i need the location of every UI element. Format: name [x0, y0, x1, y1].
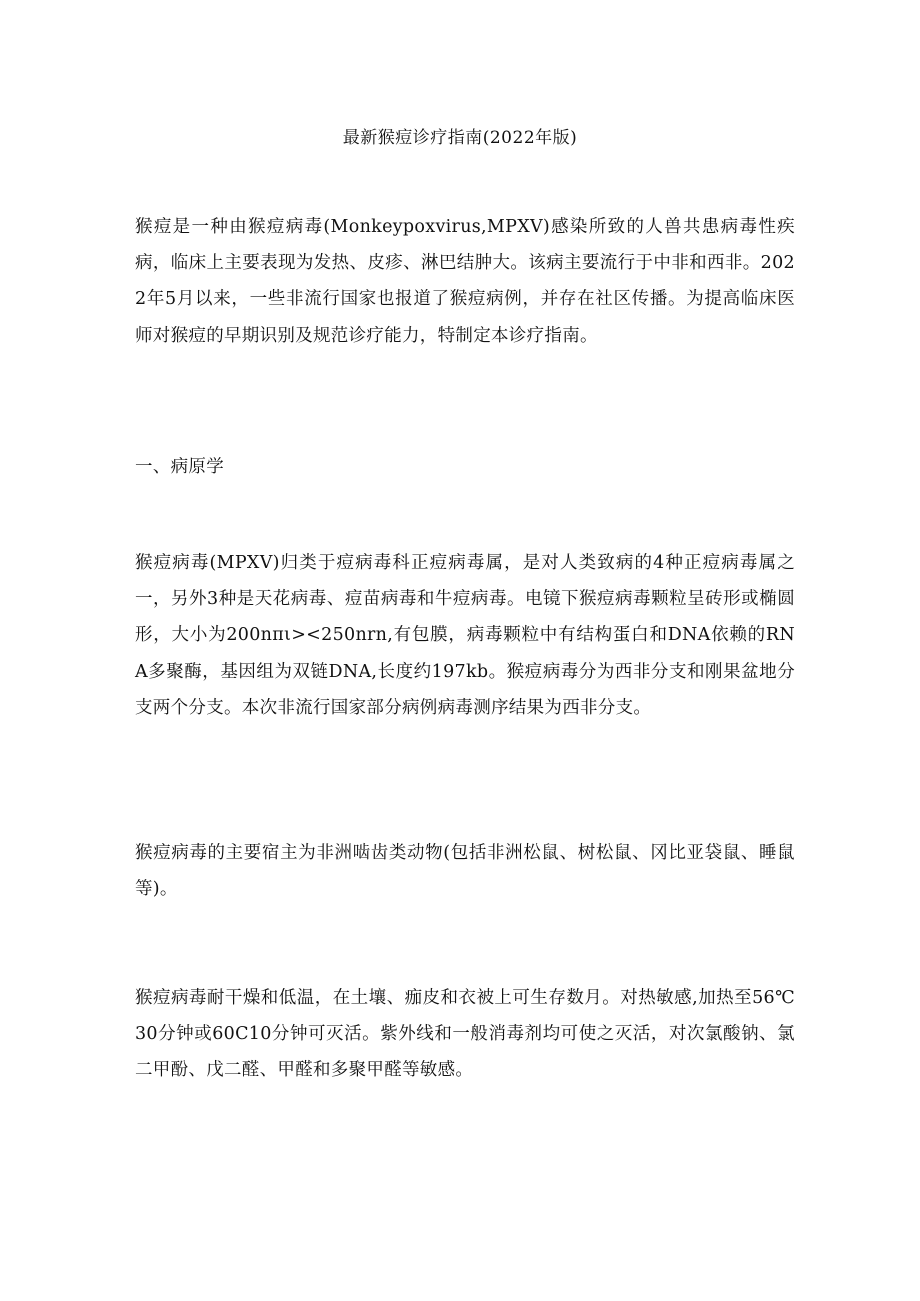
- paragraph-virus-host: 猴痘病毒的主要宿主为非洲啮齿类动物(包括非洲松鼠、树松鼠、冈比亚袋鼠、睡鼠等)。: [135, 843, 795, 900]
- document-title: 最新猴痘诊疗指南(2022年版): [342, 128, 578, 148]
- section-heading-pathogen: 一、病原学: [135, 457, 224, 477]
- paragraph-virus-classification: 猴痘病毒(MPXV)归类于痘病毒科正痘病毒属，是对人类致病的4种正痘病毒属之一，另外3种是天花病毒、痘苗病毒和牛痘病毒。电镜下猴痘病毒颗粒呈砖形或椭圆形，大小为200nπι><250nrn,有包膜，病毒颗粒中有结构蛋白和DNA依赖的RNA多聚酶，基因组为双链DNA,长度约197kb。猴痘病毒分为西非分支和刚果盆地分支两个分支。本次非流行国家部分病例病毒测序结果为西非分支。: [135, 553, 795, 718]
- intro-paragraph: 猴痘是一种由猴痘病毒(Monkeypoxvirus,MPXV)感染所致的人兽共患病毒性疾病，临床上主要表现为发热、皮疹、淋巴结肿大。该病主要流行于中非和西非。2022年5月以来，一些非流行国家也报道了猴痘病例，并存在社区传播。为提高临床医师对猴痘的早期识别及规范诊疗能力，特制定本诊疗指南。: [135, 217, 795, 346]
- paragraph-virus-resistance: 猴痘病毒耐干燥和低温，在土壤、痂皮和衣被上可生存数月。对热敏感,加热至56℃30分钟或60C10分钟可灭活。紫外线和一般消毒剂均可使之灭活，对次氯酸钠、氯二甲酚、戊二醛、甲醛和多聚甲醛等敏感。: [135, 988, 795, 1081]
